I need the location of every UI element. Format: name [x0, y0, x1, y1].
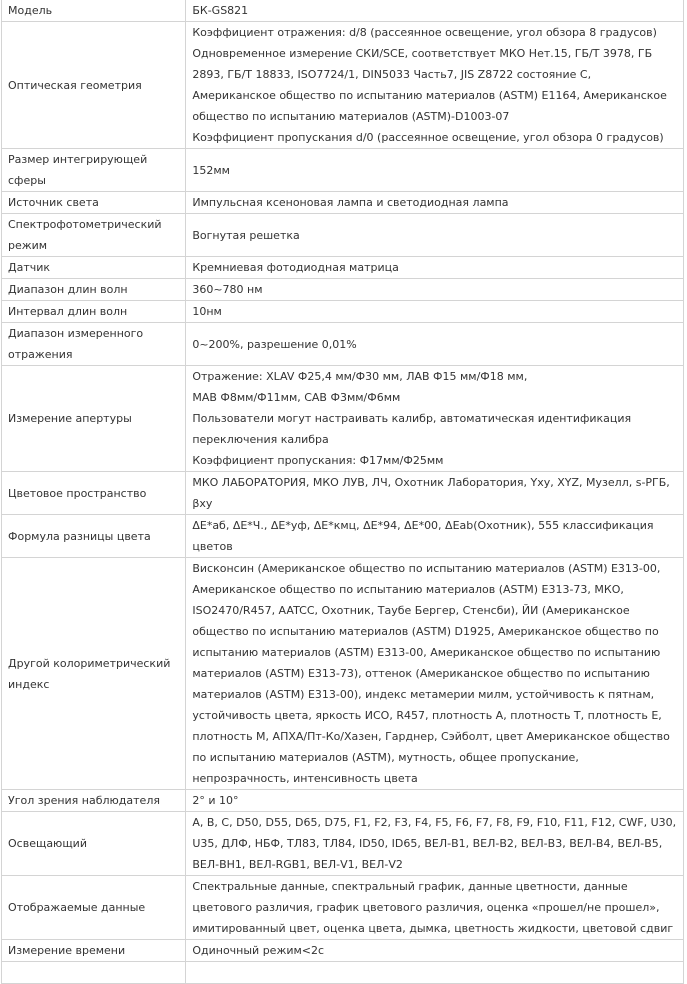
spec-value [186, 192, 684, 214]
spec-label: Отображаемые данные [2, 876, 186, 940]
spec-row-next [2, 962, 684, 984]
spec-label: Измерение апертуры [2, 366, 186, 472]
spec-value [186, 214, 684, 257]
spec-row-colorimetric-index [2, 558, 684, 790]
spec-row-display-data [2, 876, 684, 940]
spec-value [186, 790, 684, 812]
spec-row-illuminant [2, 812, 684, 876]
spec-value-line: 152мм [192, 163, 230, 177]
spec-value-line: МАВ Ф8мм/Ф11мм, САВ Ф3мм/Ф6мм [192, 391, 401, 404]
spec-label: Измерение времени [2, 940, 186, 962]
spec-value-line: Вогнутая решетка [192, 228, 300, 242]
spec-value [186, 323, 684, 366]
spec-value-line: Коэффициент отражения: d/8 (рассеянное освещение, угол обзора 8 градусов) [192, 26, 657, 39]
spec-value-line: Висконсин (Американское общество по испытанию материалов (ASTM) E313-00, Американское общество по испытанию материалов (ASTM) E313-73, МКО, ISO2470/R457, AATCC, Охотник, Таубе Бергер, Стенсби), ЙИ (Американское общество по испытанию материалов (ASTM) D1925, Американское общество по испытанию материалов (ASTM) E313-00, Американское общество по испытанию материалов (ASTM) E313-73), оттенок (Американское общество по испытанию материалов (ASTM) E313-00), индекс метамерии милм, устойчивость к пятнам, устойчивость цвета, яркость ИСО, R457, плотность А, плотность Т, плотность Е, плотность М, АПХА/Пт-Ко/Хазен, Гарднер, Сэйболт, цвет Американское общество по испытанию материалов (ASTM), мутность, общее пропускание, непрозрачность, интенсивность цвета [192, 562, 670, 785]
spec-label: Размер интегрирующей сферы [2, 149, 186, 192]
spec-table-body [2, 0, 684, 984]
spec-row-spectro-mode [2, 214, 684, 257]
spec-row-model [2, 0, 684, 22]
spec-value [186, 812, 684, 876]
spec-value [186, 558, 684, 790]
spec-row-sphere-size [2, 149, 684, 192]
spec-label: Модель [2, 0, 186, 22]
spec-value-line: Отражение: XLAV Ф25,4 мм/Ф30 мм, ЛАВ Ф15 мм/Ф18 мм, [192, 370, 528, 383]
spec-label: Формула разницы цвета [2, 515, 186, 558]
spec-row-measurement-time [2, 940, 684, 962]
spec-row-color-space [2, 472, 684, 515]
spec-table [1, 0, 684, 984]
spec-value-line: 360~780 нм [192, 283, 263, 296]
spec-value [186, 366, 684, 472]
spec-row-optical-geometry [2, 22, 684, 149]
spec-value [186, 257, 684, 279]
spec-value-line: МКО ЛАБОРАТОРИЯ, МКО ЛУВ, ЛЧ, Охотник Лаборатория, Yxy, XYZ, Музелл, s-РГБ, βxy [192, 476, 670, 510]
spec-value-line: 0~200%, разрешение 0,01% [192, 337, 357, 351]
spec-label: Другой колориметрический индекс [2, 558, 186, 790]
spec-value [186, 940, 684, 962]
spec-value [186, 301, 684, 323]
spec-row-aperture [2, 366, 684, 472]
spec-label: Угол зрения наблюдателя [2, 790, 186, 812]
spec-value-line: Импульсная ксеноновая лампа и светодиодная лампа [192, 196, 509, 209]
spec-label: Диапазон измеренного отражения [2, 323, 186, 366]
spec-row-sensor [2, 257, 684, 279]
spec-row-light-source [2, 192, 684, 214]
spec-value-line: Одновременное измерение СКИ/SCE, соответствует МКО Нет.15, ГБ/Т 3978, ГБ 2893, ГБ/Т 18833, ISO7724/1, DIN5033 Часть7, JIS Z8722 состояние С, Американское общество по испытанию материалов (ASTM) E1164, Американское общество по испытанию материалов (ASTM)-D1003-07 [192, 47, 667, 123]
spec-value [186, 472, 684, 515]
spec-value-line: Спектральные данные, спектральный график, данные цветности, данные цветового различия, график цветового различия, оценка «прошел/не прошел», имитированный цвет, оценка цвета, дымка, цветность жидкости, цветовой сдвиг [192, 880, 674, 935]
spec-row-reflectance-range [2, 323, 684, 366]
spec-label: Спектрофотометрический режим [2, 214, 186, 257]
spec-value [186, 515, 684, 558]
spec-row-color-difference [2, 515, 684, 558]
spec-value-line: Коэффициент пропускания d/0 (рассеянное освещение, угол обзора 0 градусов) [192, 131, 664, 144]
spec-value-line: ΔE*аб, ΔE*Ч., ΔE*уф, ΔE*кмц, ΔE*94, ΔE*00, ΔEab(Охотник), 555 классификация цветов [192, 519, 654, 553]
spec-value [186, 279, 684, 301]
spec-value [186, 0, 684, 22]
spec-label: Датчик [2, 257, 186, 279]
spec-value-line: 2° и 10° [192, 794, 239, 807]
spec-label: Источник света [2, 192, 186, 214]
spec-label: Оптическая геометрия [2, 22, 186, 149]
spec-row-observer-angle [2, 790, 684, 812]
spec-value-line: Коэффициент пропускания: Ф17мм/Ф25мм [192, 454, 444, 467]
spec-row-wavelength-range [2, 279, 684, 301]
spec-value-line: БК-GS821 [192, 4, 249, 17]
spec-value [186, 22, 684, 149]
spec-label: Интервал длин волн [2, 301, 186, 323]
spec-label: Освещающий [2, 812, 186, 876]
spec-label: Цветовое пространство [2, 472, 186, 515]
spec-value [186, 962, 684, 984]
spec-row-wavelength-interval [2, 301, 684, 323]
spec-value-line: Одиночный режим<2с [192, 944, 325, 957]
spec-label [2, 962, 186, 984]
spec-value-line: 10нм [192, 305, 222, 318]
spec-value-line: А, В, С, D50, D55, D65, D75, F1, F2, F3, F4, F5, F6, F7, F8, F9, F10, F11, F12, CWF, U30, U35, ДЛФ, НБФ, ТЛ83, ТЛ84, ID50, ID65, ВЕЛ-В1, ВЕЛ-В2, ВЕЛ-В3, ВЕЛ-В4, ВЕЛ-В5, ВЕЛ-ВН1, ВЕЛ-RGB1, ВЕЛ-V1, ВЕЛ-V2 [192, 816, 677, 871]
spec-value [186, 876, 684, 940]
spec-value-line: Пользователи могут настраивать калибр, автоматическая идентификация переключения калибра [192, 412, 632, 446]
spec-value-line: Кремниевая фотодиодная матрица [192, 261, 399, 274]
spec-value [186, 149, 684, 192]
spec-label: Диапазон длин волн [2, 279, 186, 301]
